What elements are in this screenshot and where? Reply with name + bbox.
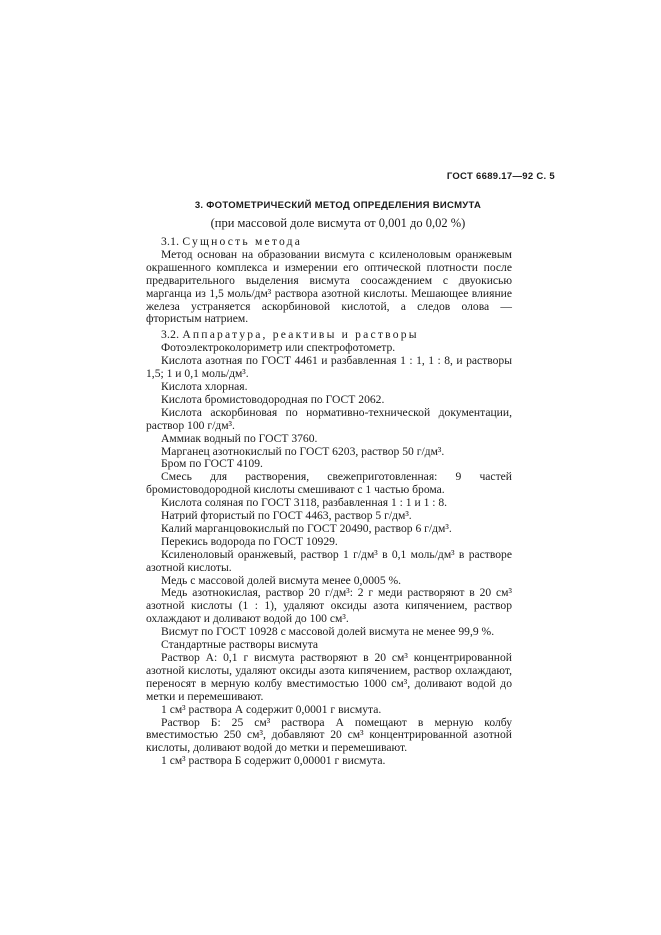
document-body — [146, 236, 512, 768]
subsection-1-title: Сущность метода — [182, 235, 303, 248]
list-item: Кислота аскорбиновая по нормативно-технической документации, раствор 100 г/дм³. — [146, 405, 512, 432]
list-item: Раствор Б: 25 см³ раствора А помещают в мерную колбу вместимостью 250 см³, добавляют 20 см³ концентрированной азотной кислоты, доливают водой до метки и перемешивают. — [146, 715, 512, 755]
list-item: 1 см³ раствора А содержит 0,0001 г висмута. — [161, 702, 382, 716]
section-subtitle: (при массовой доле висмута от 0,001 до 0,02 %) — [210, 216, 466, 230]
list-item: 1 см³ раствора Б содержит 0,00001 г висмута. — [161, 754, 386, 768]
list-item: Марганец азотнокислый по ГОСТ 6203, раствор 50 г/дм³. — [161, 444, 445, 458]
list-item: Висмут по ГОСТ 10928 с массовой долей висмута не менее 99,9 %. — [161, 625, 495, 639]
list-item: Кислота бромистоводородная по ГОСТ 2062. — [161, 392, 385, 406]
list-item: Натрий фтористый по ГОСТ 4463, раствор 5 г/дм³. — [161, 509, 412, 523]
list-item: Аммиак водный по ГОСТ 3760. — [161, 431, 318, 445]
list-item: Смесь для растворения, свежеприготовленная: 9 частей бромистоводородной кислоты смешивают с 1 частью брома. — [146, 470, 512, 497]
subsection-2-title: Аппаратура, реактивы и растворы — [182, 328, 419, 342]
list-item: Кислота соляная по ГОСТ 3118, разбавленная 1 : 1 и 1 : 8. — [161, 496, 448, 510]
list-item: Раствор А: 0,1 г висмута растворяют в 20 см³ концентрированной азотной кислоты, удаляют оксиды азота кипячением, раствор охлаждают, переносят в мерную колбу вместимостью 1000 см³, доливают водой до метки и перемешивают. — [146, 651, 512, 703]
section-title: 3. ФОТОМЕТРИЧЕСКИЙ МЕТОД ОПРЕДЕЛЕНИЯ ВИСМУТА — [194, 200, 482, 211]
list-item: Калий марганцовокислый по ГОСТ 20490, раствор 6 г/дм³. — [161, 521, 452, 535]
subsection-2-number: 3.2. — [161, 328, 180, 342]
list-item: Стандартные растворы висмута — [161, 638, 319, 652]
page-header: ГОСТ 6689.17—92 С. 5 — [446, 171, 555, 182]
list-item: Кислота хлорная. — [161, 379, 248, 393]
list-item: Ксиленоловый оранжевый, раствор 1 г/дм³ в 0,1 моль/дм³ в растворе азотной кислоты. — [146, 547, 512, 574]
list-item: Бром по ГОСТ 4109. — [161, 457, 263, 471]
list-item: Перекись водорода по ГОСТ 10929. — [161, 534, 338, 548]
list-item: Медь азотнокислая, раствор 20 г/дм³: 2 г меди растворяют в 20 см³ азотной кислоты (1 : 1), удаляют оксиды азота кипячением, раствор охлаждают и доливают водой до 100 см³. — [146, 586, 512, 626]
list-item: Медь с массовой долей висмута менее 0,0005 %. — [161, 573, 402, 587]
subsection-1-text: Метод основан на образовании висмута с ксиленоловым оранжевым окрашенного комплекса и измерении его оптической плотности после предварительного выделения висмута соосаждением с двуокисью марганца из 1,5 моль/дм³ раствора азотной кислоты. Мешающее влияние железа устраняется аскорбиновой кислотой, а следов олова — фтористым натрием. — [146, 247, 512, 326]
subsection-1-heading — [146, 236, 512, 249]
list-item: Кислота азотная по ГОСТ 4461 и разбавленная 1 : 1, 1 : 8, и растворы 1,5; 1 и 0,1 моль/дм³. — [146, 354, 512, 381]
list-item: Фотоэлектроколориметр или спектрофотометр. — [161, 341, 396, 355]
subsection-1-number: 3.1. — [161, 235, 180, 248]
